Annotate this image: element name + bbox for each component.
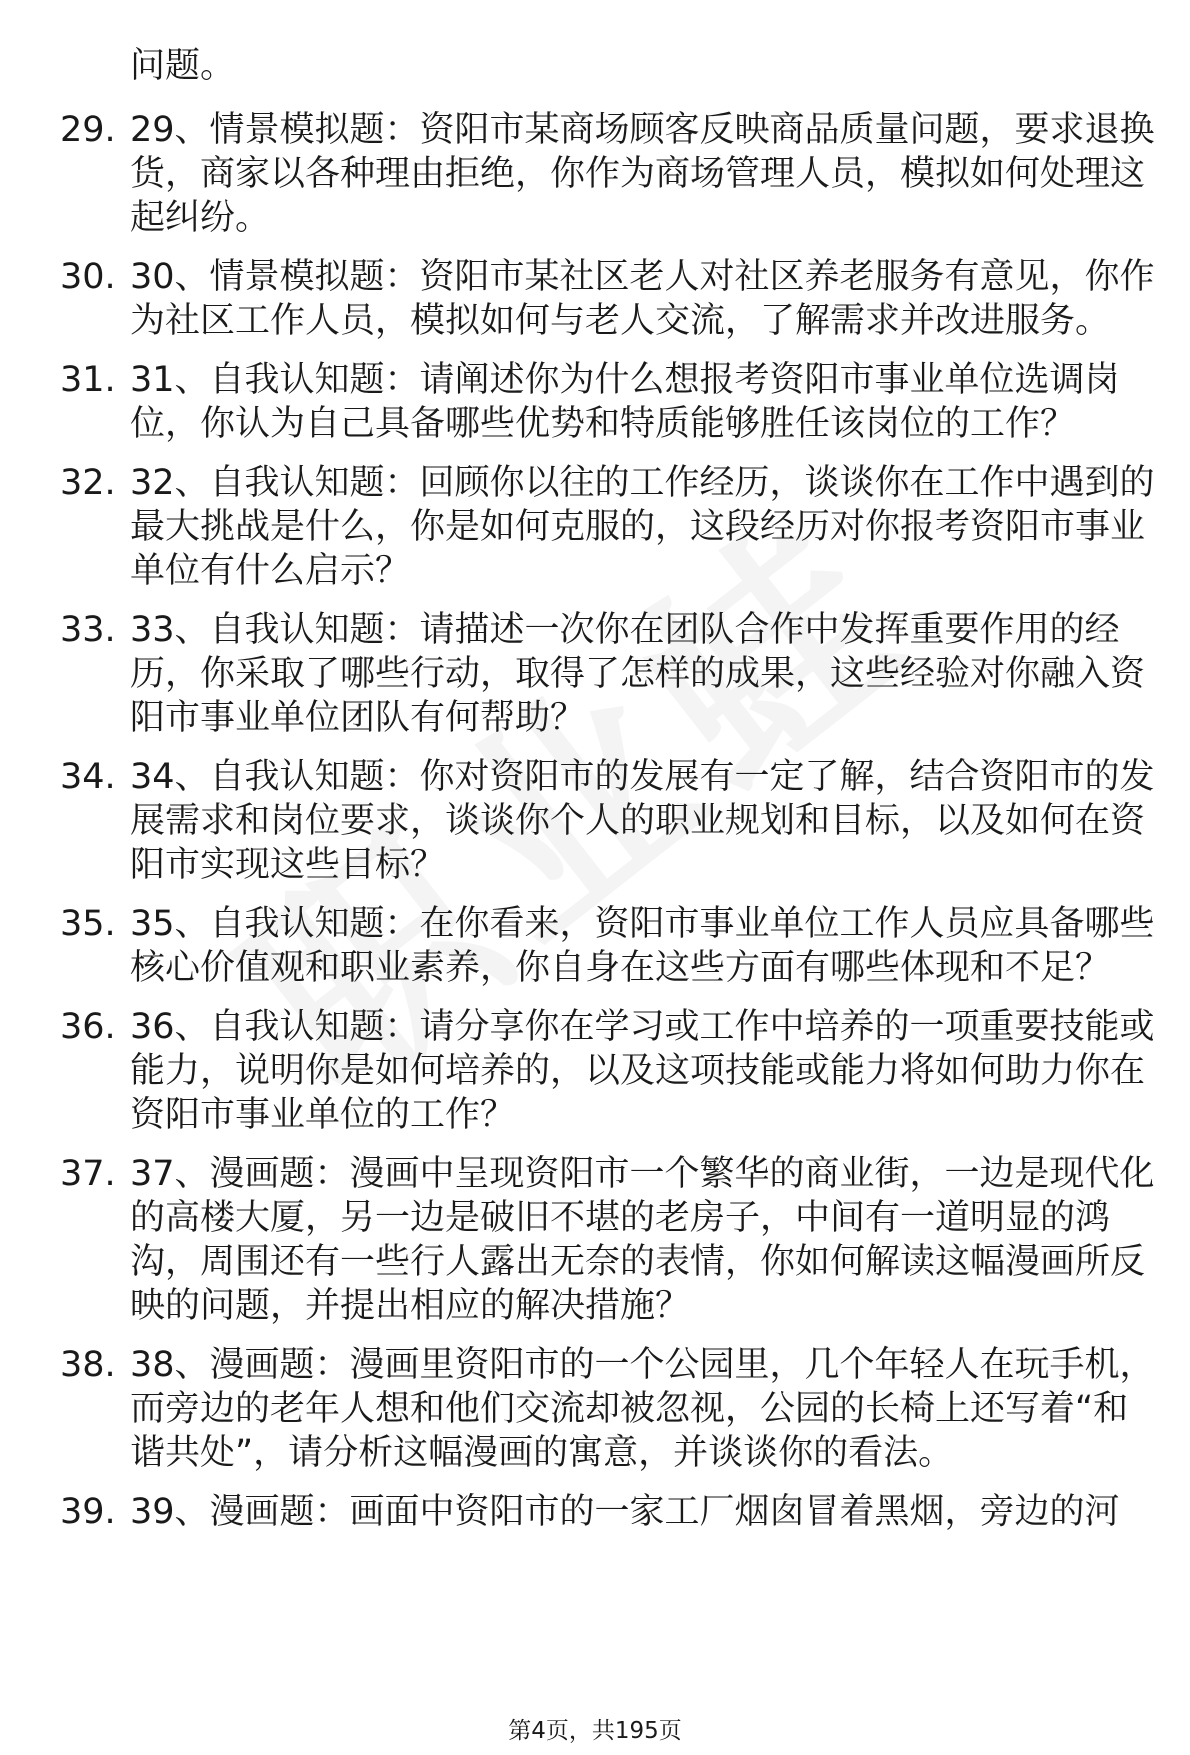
item-number: 31.	[60, 360, 116, 400]
item-text: 30、情景模拟题：资阳市某社区老人对社区养老服务有意见，你作为社区工作人员，模拟如何与老人交流，了解需求并改进服务。	[130, 257, 1155, 341]
item-number: 33.	[60, 610, 116, 650]
item-number: 38.	[60, 1345, 116, 1385]
item-text: 37、漫画题：漫画中呈现资阳市一个繁华的商业街，一边是现代化的高楼大厦，另一边是破旧不堪的老房子，中间有一道明显的鸿沟，周围还有一些行人露出无奈的表情，你如何解读这幅漫画所反映的问题，并提出相应的解决措施？	[130, 1154, 1155, 1326]
item-text: 32、自我认知题：回顾你以往的工作经历，谈谈你在工作中遇到的最大挑战是什么，你是如何克服的，这段经历对你报考资阳市事业单位有什么启示？	[130, 463, 1155, 591]
item-text: 29、情景模拟题：资阳市某商场顾客反映商品质量问题，要求退换货，商家以各种理由拒绝，你作为商场管理人员，模拟如何处理这起纠纷。	[130, 110, 1155, 238]
item-number: 36.	[60, 1007, 116, 1047]
item-number: 30.	[60, 257, 116, 297]
item-number: 34.	[60, 757, 116, 797]
list-item	[60, 1005, 1155, 1137]
item-text: 35、自我认知题：在你看来，资阳市事业单位工作人员应具备哪些核心价值观和职业素养，你自身在这些方面有哪些体现和不足？	[130, 904, 1155, 988]
item-text: 34、自我认知题：你对资阳市的发展有一定了解，结合资阳市的发展需求和岗位要求，谈谈你个人的职业规划和目标，以及如何在资阳市实现这些目标？	[130, 757, 1155, 885]
list-item	[60, 108, 1155, 240]
item-text: 38、漫画题：漫画里资阳市的一个公园里，几个年轻人在玩手机，而旁边的老年人想和他们交流却被忽视，公园的长椅上还写着“和谐共处”，请分析这幅漫画的寓意，并谈谈你的看法。	[130, 1345, 1155, 1473]
question-list	[60, 44, 1155, 1549]
item-number: 32.	[60, 463, 116, 503]
page-footer: 第4页，共195页	[508, 1718, 682, 1744]
item-text: 31、自我认知题：请阐述你为什么想报考资阳市事业单位选调岗位，你认为自己具备哪些优势和特质能够胜任该岗位的工作？	[130, 360, 1120, 444]
item-text: 39、漫画题：画面中资阳市的一家工厂烟囱冒着黑烟，旁边的河	[130, 1492, 1120, 1532]
item-number: 35.	[60, 904, 116, 944]
item-text: 33、自我认知题：请描述一次你在团队合作中发挥重要作用的经历，你采取了哪些行动，取得了怎样的成果，这些经验对你融入资阳市事业单位团队有何帮助？	[130, 610, 1146, 738]
item-number: 29.	[60, 110, 116, 150]
list-item	[60, 902, 1155, 990]
list-item	[60, 358, 1155, 446]
list-item	[60, 755, 1155, 887]
item-number: 39.	[60, 1492, 116, 1532]
continuation-text: 问题。	[130, 46, 236, 86]
list-item	[60, 1490, 1155, 1534]
item-number: 37.	[60, 1154, 116, 1194]
list-item	[60, 255, 1155, 343]
list-item	[60, 1152, 1155, 1328]
item-text: 36、自我认知题：请分享你在学习或工作中培养的一项重要技能或能力，说明你是如何培养的，以及这项技能或能力将如何助力你在资阳市事业单位的工作？	[130, 1007, 1155, 1135]
list-item	[60, 1343, 1155, 1475]
list-item	[60, 608, 1155, 740]
list-item	[60, 461, 1155, 593]
